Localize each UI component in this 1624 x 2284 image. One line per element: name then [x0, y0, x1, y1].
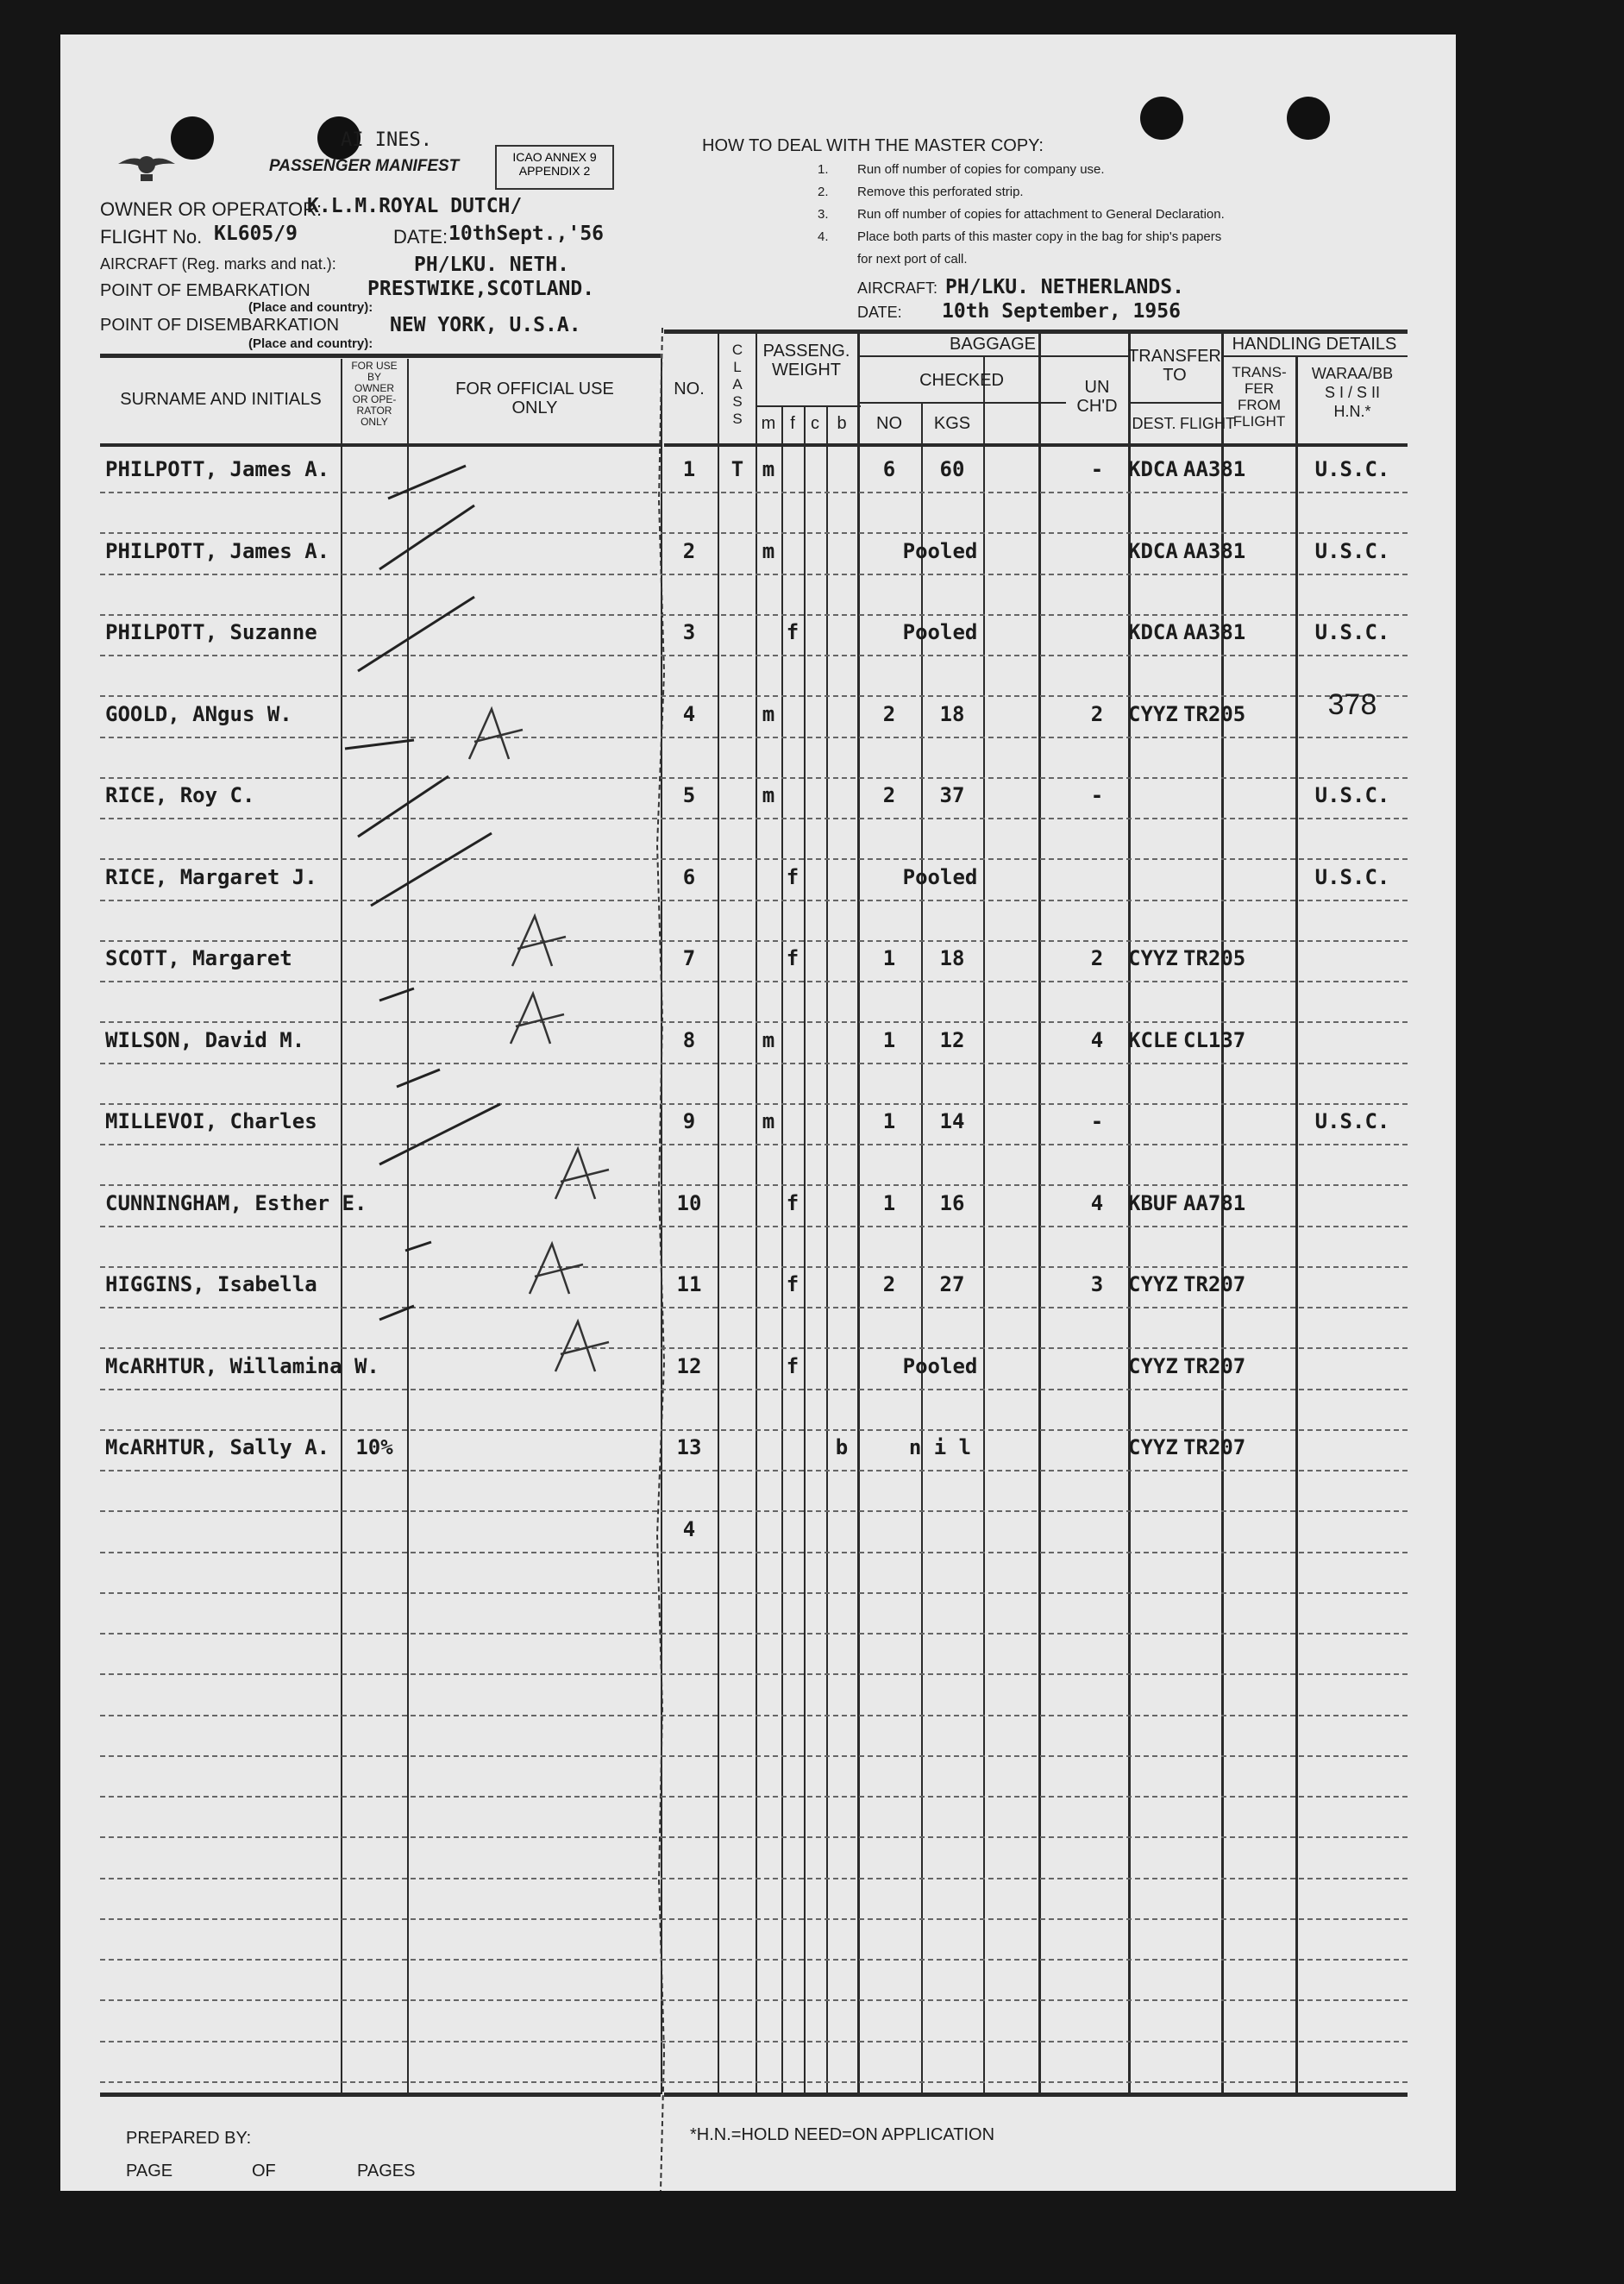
table-bottom-rule	[100, 2093, 661, 2097]
col-line	[1038, 333, 1041, 2094]
disembarkation-label: POINT OF DISEMBARKATION	[100, 316, 340, 335]
transfer-destination: CYYZ	[1128, 1272, 1178, 1296]
header-line: FOR OFFICIAL USE	[455, 380, 614, 398]
baggage-kgs: 18	[939, 946, 965, 970]
transfer-flight: TR205	[1183, 946, 1246, 970]
weight-f-cell: f	[786, 1190, 799, 1215]
airline-logo-icon	[116, 145, 177, 185]
instruction-text: Run off number of copies for company use.	[857, 162, 1105, 177]
baggage-pooled: Pooled	[902, 864, 978, 889]
passenger-name: GOOLD, ANgus W.	[105, 701, 292, 726]
col-header-transfer-from	[1223, 364, 1295, 430]
header-line: TO	[1163, 366, 1187, 385]
airline-name: AI INES.	[341, 129, 432, 151]
col-header-owner-use	[342, 361, 407, 428]
aircraft-value: PH/LKU. NETH.	[414, 254, 570, 276]
embarkation-hint: (Place and country):	[248, 300, 373, 315]
header-line: PASSENG.	[762, 342, 850, 361]
passenger-name: SCOTT, Margaret	[105, 946, 292, 970]
instruction-number: 4.	[818, 229, 829, 244]
rule	[1128, 402, 1221, 404]
baggage-number: 1	[882, 1109, 896, 1133]
owner-use-cell: 10%	[355, 1435, 393, 1459]
initial-a-mark	[530, 1244, 583, 1294]
owner-value: K.L.M.ROYAL DUTCH/	[307, 195, 523, 217]
header-line: RATOR	[356, 405, 392, 417]
passenger-name: PHILPOTT, Suzanne	[105, 620, 317, 644]
row-rule	[100, 1755, 1408, 1757]
passenger-name: PHILPOTT, James A.	[105, 457, 330, 481]
weight-f-cell: f	[786, 620, 799, 644]
passenger-number: 13	[676, 1435, 702, 1459]
col-header-bag-no: NO	[876, 414, 902, 433]
passenger-name: PHILPOTT, James A.	[105, 538, 330, 563]
date-value: 10thSept.,'56	[448, 223, 605, 245]
weight-m-cell: m	[762, 701, 775, 726]
initial-a-mark	[512, 916, 566, 966]
icao-appendix: APPENDIX 2	[518, 164, 591, 178]
punch-hole	[1140, 97, 1183, 140]
initial-a-mark	[555, 1149, 609, 1199]
weight-f-cell: f	[786, 864, 799, 889]
transfer-destination: KCLE	[1128, 1027, 1178, 1052]
col-header-transfer	[1128, 347, 1221, 385]
col-line	[756, 333, 757, 2094]
page-label: PAGE	[126, 2162, 173, 2180]
unchecked-count: -	[1090, 457, 1104, 481]
pen-stroke	[379, 988, 414, 1001]
class-cell: T	[730, 457, 744, 481]
passenger-number: 1	[682, 457, 696, 481]
weight-m-cell: m	[762, 783, 775, 807]
passenger-number: 6	[682, 864, 696, 889]
unchecked-count: -	[1090, 783, 1104, 807]
header-line: OR OPE-	[352, 393, 397, 405]
passenger-name: McARHTUR, Sally A.	[105, 1435, 330, 1459]
unchecked-count: 4	[1090, 1190, 1104, 1215]
col-line	[826, 405, 828, 2094]
passenger-name: CUNNINGHAM, Esther E.	[105, 1190, 367, 1215]
header-line: FROM	[1237, 397, 1282, 413]
row-rule	[100, 1878, 1408, 1879]
header-line: TRANS-	[1232, 364, 1287, 380]
col-header-surname: SURNAME AND INITIALS	[120, 390, 322, 409]
pen-stroke	[379, 1104, 500, 1164]
header-line: ONLY	[361, 416, 388, 428]
baggage-kgs: 27	[939, 1272, 965, 1296]
embarkation-value: PRESTWIKE,SCOTLAND.	[367, 278, 595, 300]
transfer-destination: KDCA	[1128, 620, 1178, 644]
row-rule	[100, 1999, 1408, 2001]
passenger-number: 11	[676, 1272, 702, 1296]
transfer-flight: AA381	[1183, 457, 1246, 481]
col-header-handling: HANDLING DETAILS	[1232, 335, 1397, 354]
pen-marks	[60, 449, 716, 1397]
weight-m-cell: m	[762, 1109, 775, 1133]
baggage-pooled: Pooled	[902, 538, 978, 563]
right-date-value: 10th September, 1956	[942, 300, 1181, 323]
header-line: CH'D	[1076, 397, 1118, 416]
pen-stroke	[358, 776, 448, 837]
manifest-page	[60, 35, 1456, 2191]
row-rule	[100, 1959, 1408, 1961]
pen-stroke	[371, 833, 492, 906]
waraa-code: U.S.C.	[1314, 864, 1390, 889]
header-line: UN	[1084, 378, 1110, 397]
initial-a-mark	[511, 994, 564, 1044]
col-header-official	[409, 380, 661, 417]
col-header-no: NO.	[674, 380, 705, 398]
punch-hole	[1287, 97, 1330, 140]
transfer-destination: CYYZ	[1128, 701, 1178, 726]
col-header-baggage: BAGGAGE	[949, 335, 1037, 354]
date-label: DATE:	[393, 226, 448, 248]
passenger-name: MILLEVOI, Charles	[105, 1109, 317, 1133]
col-header-kgs: KGS	[933, 414, 971, 433]
flight-label: FLIGHT No.	[100, 226, 203, 248]
baggage-kgs: 60	[939, 457, 965, 481]
unchecked-count: 3	[1090, 1272, 1104, 1296]
waraa-code: U.S.C.	[1314, 457, 1390, 481]
passenger-number: 10	[676, 1190, 702, 1215]
rule	[857, 355, 1128, 357]
instructions-title: HOW TO DEAL WITH THE MASTER COPY:	[702, 136, 1044, 155]
weight-f-cell: f	[786, 1272, 799, 1296]
baggage-number: 2	[882, 783, 896, 807]
row-rule	[100, 1510, 1408, 1512]
baggage-pooled: Pooled	[902, 1353, 978, 1378]
rule	[756, 405, 861, 407]
unchecked-count: 2	[1090, 946, 1104, 970]
right-aircraft-value: PH/LKU. NETHERLANDS.	[945, 276, 1184, 298]
waraa-code: U.S.C.	[1314, 783, 1390, 807]
pen-stroke	[405, 1242, 431, 1251]
pen-stroke	[379, 505, 474, 569]
transfer-flight: TR207	[1183, 1435, 1246, 1459]
header-line: FLIGHT	[1232, 413, 1286, 430]
transfer-destination: KBUF	[1128, 1190, 1178, 1215]
baggage-pooled: n i l	[908, 1435, 972, 1459]
row-rule	[100, 1633, 1408, 1635]
header-line: S I / S II	[1324, 384, 1381, 401]
pen-stroke	[358, 597, 474, 671]
passenger-name: HIGGINS, Isabella	[105, 1272, 317, 1296]
weight-m-cell: m	[762, 538, 775, 563]
passenger-name: McARHTUR, Willamina W.	[105, 1353, 379, 1378]
weight-m-cell: m	[762, 1027, 775, 1052]
aircraft-label: AIRCRAFT (Reg. marks and nat.):	[100, 255, 336, 273]
punch-hole	[171, 116, 214, 160]
passenger-number: 7	[682, 946, 696, 970]
unchecked-count: -	[1090, 1109, 1104, 1133]
col-header-c: c	[811, 414, 819, 433]
baggage-kgs: 12	[939, 1027, 965, 1052]
embarkation-label: POINT OF EMBARKATION	[100, 281, 310, 300]
baggage-number: 1	[882, 1027, 896, 1052]
header-line: FOR USE	[351, 360, 398, 372]
baggage-number: 1	[882, 946, 896, 970]
passenger-number: 8	[682, 1027, 696, 1052]
col-line	[804, 405, 806, 2094]
pages-label: PAGES	[357, 2162, 416, 2180]
form-title: PASSENGER MANIFEST	[269, 157, 460, 175]
table-top-rule	[100, 354, 661, 358]
transfer-destination: KDCA	[1128, 538, 1178, 563]
row-rule	[100, 1470, 1408, 1471]
header-line: H.N.*	[1333, 403, 1371, 420]
row-rule	[100, 2041, 1408, 2042]
col-header-dest: DEST.	[1132, 415, 1176, 432]
instruction-number: 1.	[818, 162, 829, 177]
baggage-pooled: Pooled	[902, 620, 978, 644]
hold-need-note: *H.N.=HOLD NEED=ON APPLICATION	[690, 2125, 995, 2144]
header-line: OWNER	[354, 382, 394, 394]
flight-value: KL605/9	[214, 223, 298, 245]
passenger-number: 9	[682, 1109, 696, 1133]
instruction-text: Run off number of copies for attachment to General Declaration.	[857, 207, 1225, 222]
baggage-kgs: 37	[939, 783, 965, 807]
passenger-name: RICE, Margaret J.	[105, 864, 317, 889]
header-line: WARAA/BB	[1311, 365, 1394, 382]
weight-m-cell: m	[762, 457, 775, 481]
baggage-number: 2	[882, 701, 896, 726]
transfer-flight: TR205	[1183, 701, 1246, 726]
table-top-rule	[664, 329, 1408, 334]
header-line: WEIGHT	[772, 361, 841, 380]
of-label: OF	[252, 2162, 276, 2180]
col-header-unchd	[1066, 378, 1128, 416]
col-header-m: m	[761, 414, 776, 433]
passenger-number: 4	[682, 1516, 696, 1541]
transfer-destination: CYYZ	[1128, 1353, 1178, 1378]
header-letter: S	[732, 411, 743, 427]
baggage-number: 6	[882, 457, 896, 481]
pen-stroke	[388, 466, 466, 499]
passenger-name: WILSON, David M.	[105, 1027, 305, 1052]
unchecked-count: 4	[1090, 1027, 1104, 1052]
waraa-code: U.S.C.	[1314, 620, 1390, 644]
passenger-number: 12	[676, 1353, 702, 1378]
row-rule	[100, 1918, 1408, 1920]
passenger-name: RICE, Roy C.	[105, 783, 255, 807]
header-letter: S	[732, 393, 743, 410]
header-letter: L	[733, 359, 742, 375]
transfer-flight: TR207	[1183, 1272, 1246, 1296]
transfer-destination: CYYZ	[1128, 1435, 1178, 1459]
row-rule	[100, 1836, 1408, 1838]
passenger-number: 3	[682, 620, 696, 644]
disembarkation-hint: (Place and country):	[248, 336, 373, 351]
row-rule	[100, 1552, 1408, 1553]
col-line	[718, 333, 719, 2094]
pen-stroke	[397, 1070, 440, 1087]
transfer-destination: CYYZ	[1128, 946, 1178, 970]
right-date-label: DATE:	[857, 304, 902, 321]
row-rule	[100, 2081, 1408, 2083]
passenger-number: 4	[682, 701, 696, 726]
transfer-destination: KDCA	[1128, 457, 1178, 481]
col-header-checked: CHECKED	[919, 371, 1004, 390]
row-rule	[100, 1796, 1408, 1798]
initial-a-mark	[555, 1321, 609, 1371]
transfer-flight: AA381	[1183, 620, 1246, 644]
initial-a-mark	[469, 709, 523, 759]
row-rule	[100, 1592, 1408, 1594]
waraa-code: U.S.C.	[1314, 538, 1390, 563]
instruction-number: 2.	[818, 185, 829, 199]
transfer-flight: CL137	[1183, 1027, 1246, 1052]
col-header-flight: FLIGHT	[1180, 415, 1236, 432]
row-rule	[100, 1429, 1408, 1431]
pen-stroke	[345, 740, 414, 749]
row-rule	[100, 1673, 1408, 1675]
header-line: BY	[367, 371, 381, 383]
baggage-number: 1	[882, 1190, 896, 1215]
instruction-text: Place both parts of this master copy in the bag for ship's papers	[857, 229, 1222, 244]
passenger-number: 5	[682, 783, 696, 807]
passenger-number: 2	[682, 538, 696, 563]
transfer-flight: AA781	[1183, 1190, 1246, 1215]
instruction-number: 3.	[818, 207, 829, 222]
baggage-kgs: 14	[939, 1109, 965, 1133]
waraa-code: 378	[1327, 687, 1377, 721]
col-header-class	[719, 342, 756, 428]
col-header-waraa	[1297, 364, 1408, 421]
right-aircraft-label: AIRCRAFT:	[857, 279, 938, 297]
owner-label: OWNER OR OPERATOR:	[100, 198, 323, 220]
icao-annex: ICAO ANNEX 9	[512, 150, 597, 164]
disembarkation-value: NEW YORK, U.S.A.	[390, 314, 581, 336]
header-line: FER	[1245, 380, 1274, 397]
header-bottom-rule	[100, 443, 661, 447]
col-header-passeng	[756, 342, 857, 380]
col-header-b: b	[837, 414, 847, 433]
row-rule	[100, 1715, 1408, 1716]
header-line: TRANSFER	[1128, 347, 1221, 366]
weight-f-cell: f	[786, 1353, 799, 1378]
instruction-text: Remove this perforated strip.	[857, 185, 1024, 199]
transfer-flight: TR207	[1183, 1353, 1246, 1378]
baggage-kgs: 18	[939, 701, 965, 726]
prepared-by-label: PREPARED BY:	[126, 2129, 252, 2148]
waraa-code: U.S.C.	[1314, 1109, 1390, 1133]
baggage-kgs: 16	[939, 1190, 965, 1215]
weight-f-cell: f	[786, 946, 799, 970]
header-letter: A	[732, 376, 743, 392]
pen-stroke	[379, 1306, 414, 1320]
col-header-f: f	[790, 414, 795, 433]
instruction-text: for next port of call.	[857, 252, 968, 267]
header-letter: C	[731, 342, 743, 358]
rule	[857, 402, 1066, 404]
header-line: ONLY	[511, 398, 558, 417]
col-line	[781, 405, 783, 2094]
rule	[1221, 355, 1408, 357]
weight-b-cell: b	[835, 1435, 849, 1459]
unchecked-count: 2	[1090, 701, 1104, 726]
baggage-number: 2	[882, 1272, 896, 1296]
icao-box	[495, 145, 614, 190]
transfer-flight: AA381	[1183, 538, 1246, 563]
